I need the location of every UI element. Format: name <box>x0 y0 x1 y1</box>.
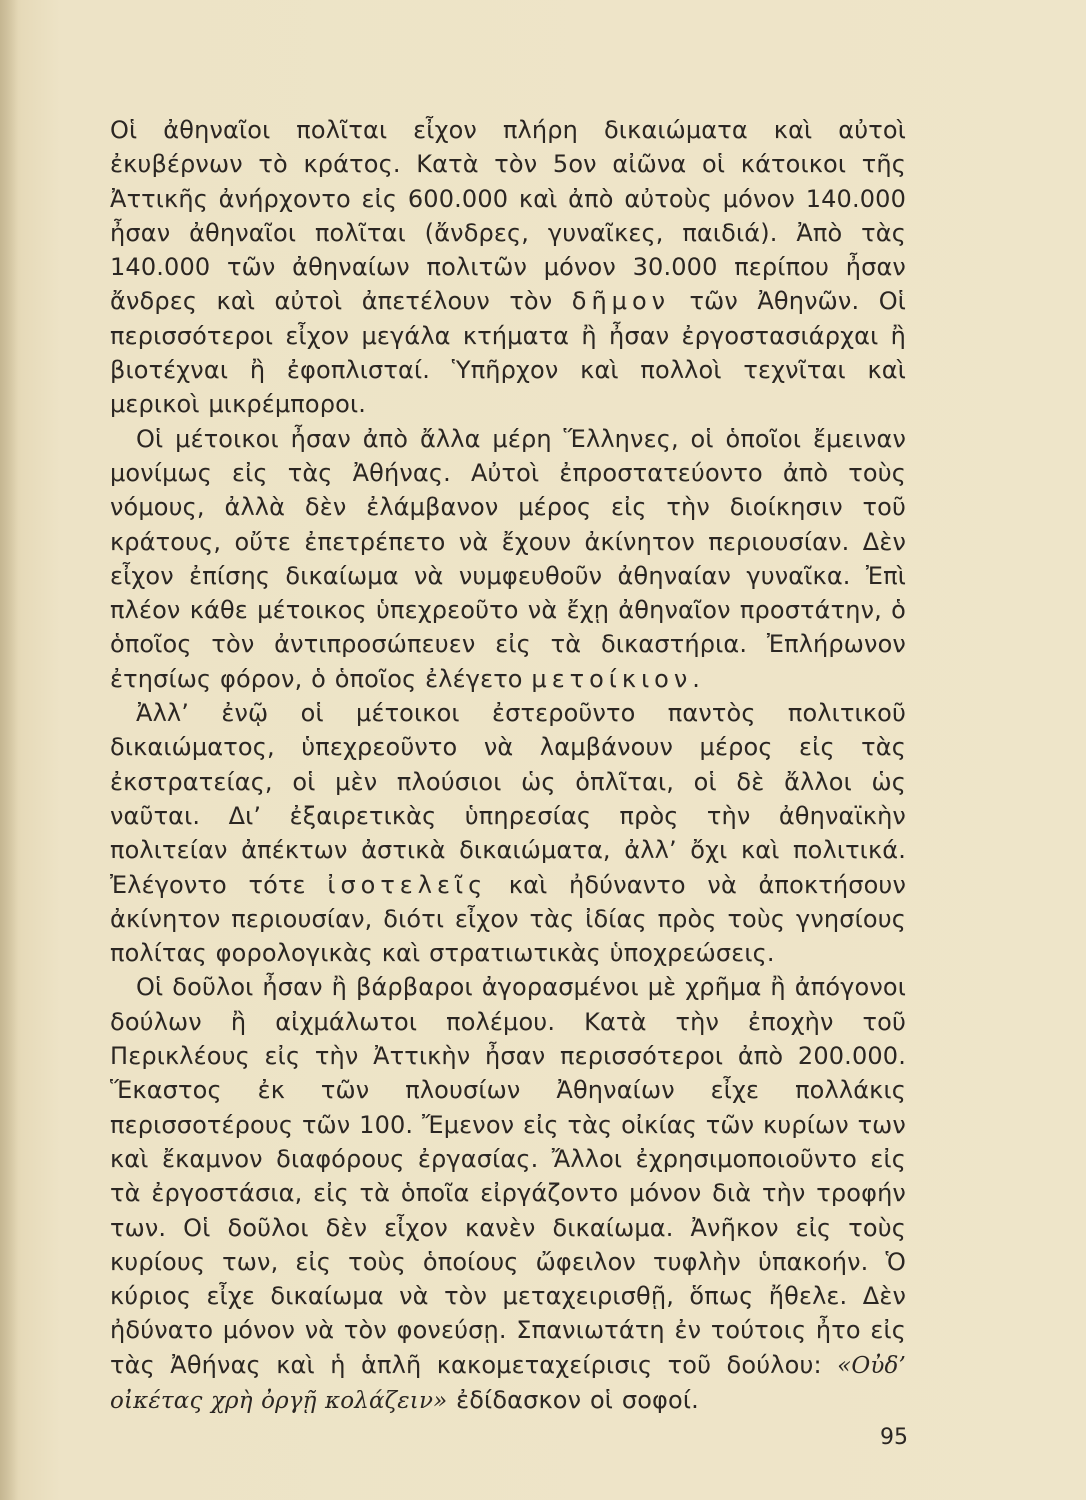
body-text <box>110 113 906 1418</box>
spaced-term-isoteleis: ἰσοτελεῖς <box>327 870 488 899</box>
paragraph-metic-duties <box>110 696 906 970</box>
paragraph-metic-duties-text: Ἀλλ’ ἐνῷ οἱ μέτοικοι ἐστεροῦντο παντὸς πολιτικοῦ δικαιώματος, ὑπεχρεοῦντο νὰ λαμβάνουν μέρος εἰς τὰς ἐκστρατείας, οἱ μὲν πλούσιοι ὡς ὁπλῖται, οἱ δὲ ἄλλοι ὡς ναῦται. Δι’ ἐξαιρετικὰς ὑπηρεσίας πρὸς τὴν ἀθηναϊκὴν πολιτείαν ἀπέκτων ἀστικὰ δικαιώματα, ἀλλ’ ὄχι καὶ πολιτικά. Ἐλέγοντο τότε <box>110 699 906 899</box>
paragraph-metic-duties-text-end: καὶ ἠδύναντο νὰ ἀποκτήσουν ἀκίνητον περιουσίαν, διότι εἶχον τὰς ἰδίας πρὸς τοὺς γνησίους πολίτας φορολογικὰς καὶ στρατιωτικὰς ὑποχρεώσεις. <box>110 870 907 968</box>
paragraph-citizens-text-end: τῶν Ἀθηνῶν. Οἱ περισσότεροι εἶχον μεγάλα κτήματα ἢ ἦσαν ἐργοστασιάρχαι ἢ βιοτέχναι ἢ ἐφοπλισταί. Ὑπῆρχον καὶ πολλοὶ τεχνῖται καὶ μερικοὶ μικρέμποροι. <box>110 287 907 419</box>
paragraph-slaves-text-end: ἐδίδασκον οἱ σοφοί. <box>447 1385 699 1414</box>
ancient-quote: «Οὐδ’ οἰκέτας χρὴ ὀργῇ κολάζειν» <box>110 1352 906 1414</box>
paragraph-citizens-text: Οἱ ἀθηναῖοι πολῖται εἶχον πλήρη δικαιώματα καὶ αὐτοὶ ἐκυβέρνων τὸ κράτος. Κατὰ τὸν 5ον αἰῶνα οἱ κάτοικοι τῆς Ἀττικῆς ἀνήρχοντο εἰς 600.000 καὶ ἀπὸ αὐτοὺς μόνον 140.000 ἦσαν ἀθηναῖοι πολῖται (ἄνδρες, γυναῖκες, παιδιά). Ἀπὸ τὰς 140.000 τῶν ἀθηναίων πολιτῶν μόνον 30.000 περίπου ἦσαν ἄνδρες καὶ αὐτοὶ ἀπετέλουν τὸν <box>110 116 906 316</box>
page-number: 95 <box>880 1425 908 1450</box>
paragraph-metics-text: Οἱ μέτοικοι ἦσαν ἀπὸ ἄλλα μέρη Ἕλληνες, οἱ ὁποῖοι ἔμειναν μονίμως εἰς τὰς Ἀθήνας. Αὐτοὶ ἐπροστατεύοντο ἀπὸ τοὺς νόμους, ἀλλὰ δὲν ἐλάμβανον μέρος εἰς τὴν διοίκησιν τοῦ κράτους, οὔτε ἐπετρέπετο νὰ ἔχουν ἀκίνητον περιουσίαν. Δὲν εἶχον ἐπίσης δικαίωμα νὰ νυμφευθοῦν ἀθηναίαν γυναῖκα. Ἐπὶ πλέον κάθε μέτοικος ὑπεχρεοῦτο νὰ ἔχῃ ἀθηναῖον προστάτην, ὁ ὁποῖος τὸν ἀντιπροσώπευεν εἰς τὰ δικαστήρια. Ἐπλήρωνον ἐτησίως φόρον, ὁ ὁποῖος ἐλέγετο <box>110 424 906 693</box>
paragraph-citizens <box>110 113 906 422</box>
paragraph-slaves <box>110 970 906 1418</box>
spaced-term-demos: δῆμον <box>571 287 671 316</box>
paragraph-metics <box>110 422 906 696</box>
binding-gutter-shadow <box>0 0 18 1500</box>
paragraph-metics-text-end: . <box>692 664 701 693</box>
paragraph-slaves-text: Οἱ δοῦλοι ἦσαν ἢ βάρβαροι ἀγορασμένοι μὲ χρῆμα ἢ ἀπόγονοι δούλων ἢ αἰχμάλωτοι πολέμου. Κατὰ τὴν ἐποχὴν τοῦ Περικλέους εἰς τὴν Ἀττικὴν ἦσαν περισσότεροι ἀπὸ 200.000. Ἕκαστος ἐκ τῶν πλουσίων Ἀθηναίων εἶχε πολλάκις περισσοτέρους τῶν 100. Ἔμενον εἰς τὰς οἰκίας τῶν κυρίων των καὶ ἔκαμνον διαφόρους ἐργασίας. Ἄλλοι ἐχρησιμοποιοῦντο εἰς τὰ ἐργοστάσια, εἰς τὰ ὁποῖα εἰργάζοντο μόνον διὰ τὴν τροφήν των. Οἱ δοῦλοι δὲν εἶχον κανὲν δικαίωμα. Ἀνῆκον εἰς τοὺς κυρίους των, εἰς τοὺς ὁποίους ὤφειλον τυφλὴν ὑπακοήν. Ὁ κύριος εἶχε δικαίωμα νὰ τὸν μεταχειρισθῇ, ὅπως ἤθελε. Δὲν ἠδύνατο μόνον νὰ τὸν φονεύσῃ. Σπανιωτάτη ἐν τούτοις ἦτο εἰς τὰς Ἀθήνας καὶ ἡ ἁπλῆ κακομεταχείρισις τοῦ δούλου: <box>110 973 906 1379</box>
spaced-term-metoikion: μετοίκιον <box>531 664 693 693</box>
